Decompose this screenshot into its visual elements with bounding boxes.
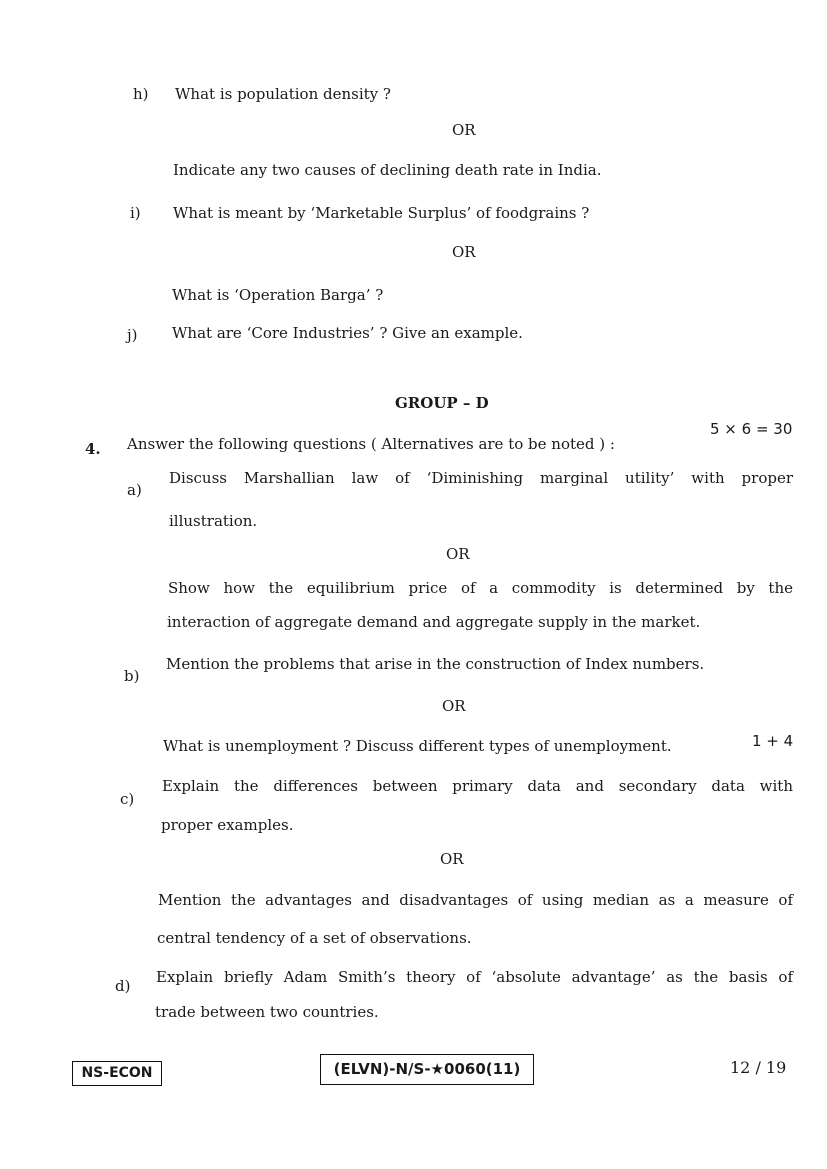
question-text: What are ‘Core Industries’ ? Give an example.	[172, 324, 523, 342]
question-number: 4.	[85, 440, 101, 458]
label-b: b)	[124, 667, 140, 685]
part-a-alt2: interaction of aggregate demand and aggregate supply in the market.	[167, 613, 701, 631]
or-label: OR	[452, 243, 476, 261]
part-a-line2: illustration.	[169, 512, 258, 530]
part-c-line1: Explain the differences between primary data and secondary data with	[162, 777, 793, 795]
question-text: What is meant by ‘Marketable Surplus’ of foodgrains ?	[173, 204, 590, 222]
part-b-alt1: What is unemployment ? Discuss different types of unemployment.	[163, 737, 672, 755]
part-b-line1: Mention the problems that arise in the construction of Index numbers.	[166, 655, 705, 673]
or-label: OR	[452, 121, 476, 139]
label-c: c)	[120, 790, 135, 808]
part-d-line1: Explain briefly Adam Smith’s theory of ‘absolute advantage’ as the basis of	[156, 968, 793, 986]
part-c-line2: proper examples.	[161, 816, 294, 834]
or-label: OR	[442, 697, 466, 715]
group-heading: GROUP – D	[395, 394, 489, 412]
page-number: 12 / 19	[730, 1058, 787, 1077]
subject-code: NS-ECON	[72, 1061, 162, 1086]
part-b-marks: 1 + 4	[752, 732, 794, 750]
label-j: j)	[127, 326, 138, 344]
paper-code: (ELVN)-N/S-★0060(11)	[320, 1054, 534, 1085]
part-c-alt2: central tendency of a set of observations.	[157, 929, 472, 947]
label-d: d)	[115, 977, 131, 995]
alt-text: What is ‘Operation Barga’ ?	[172, 286, 384, 304]
question-text: What is population density ?	[175, 85, 391, 103]
alt-text: Indicate any two causes of declining death rate in India.	[173, 161, 602, 179]
label-h: h)	[133, 85, 149, 103]
label-i: i)	[130, 204, 141, 222]
part-a-line1: Discuss Marshallian law of ‘Diminishing marginal utility’ with proper	[169, 469, 793, 487]
or-label: OR	[440, 850, 464, 868]
instruction: Answer the following questions ( Alternatives are to be noted ) :	[127, 435, 615, 453]
label-a: a)	[127, 481, 142, 499]
part-c-alt1: Mention the advantages and disadvantages of using median as a measure of	[158, 891, 793, 909]
part-d-line2: trade between two countries.	[155, 1003, 379, 1021]
part-a-alt1: Show how the equilibrium price of a commodity is determined by the	[168, 579, 793, 597]
marks: 5 × 6 = 30	[710, 420, 793, 438]
or-label: OR	[446, 545, 470, 563]
